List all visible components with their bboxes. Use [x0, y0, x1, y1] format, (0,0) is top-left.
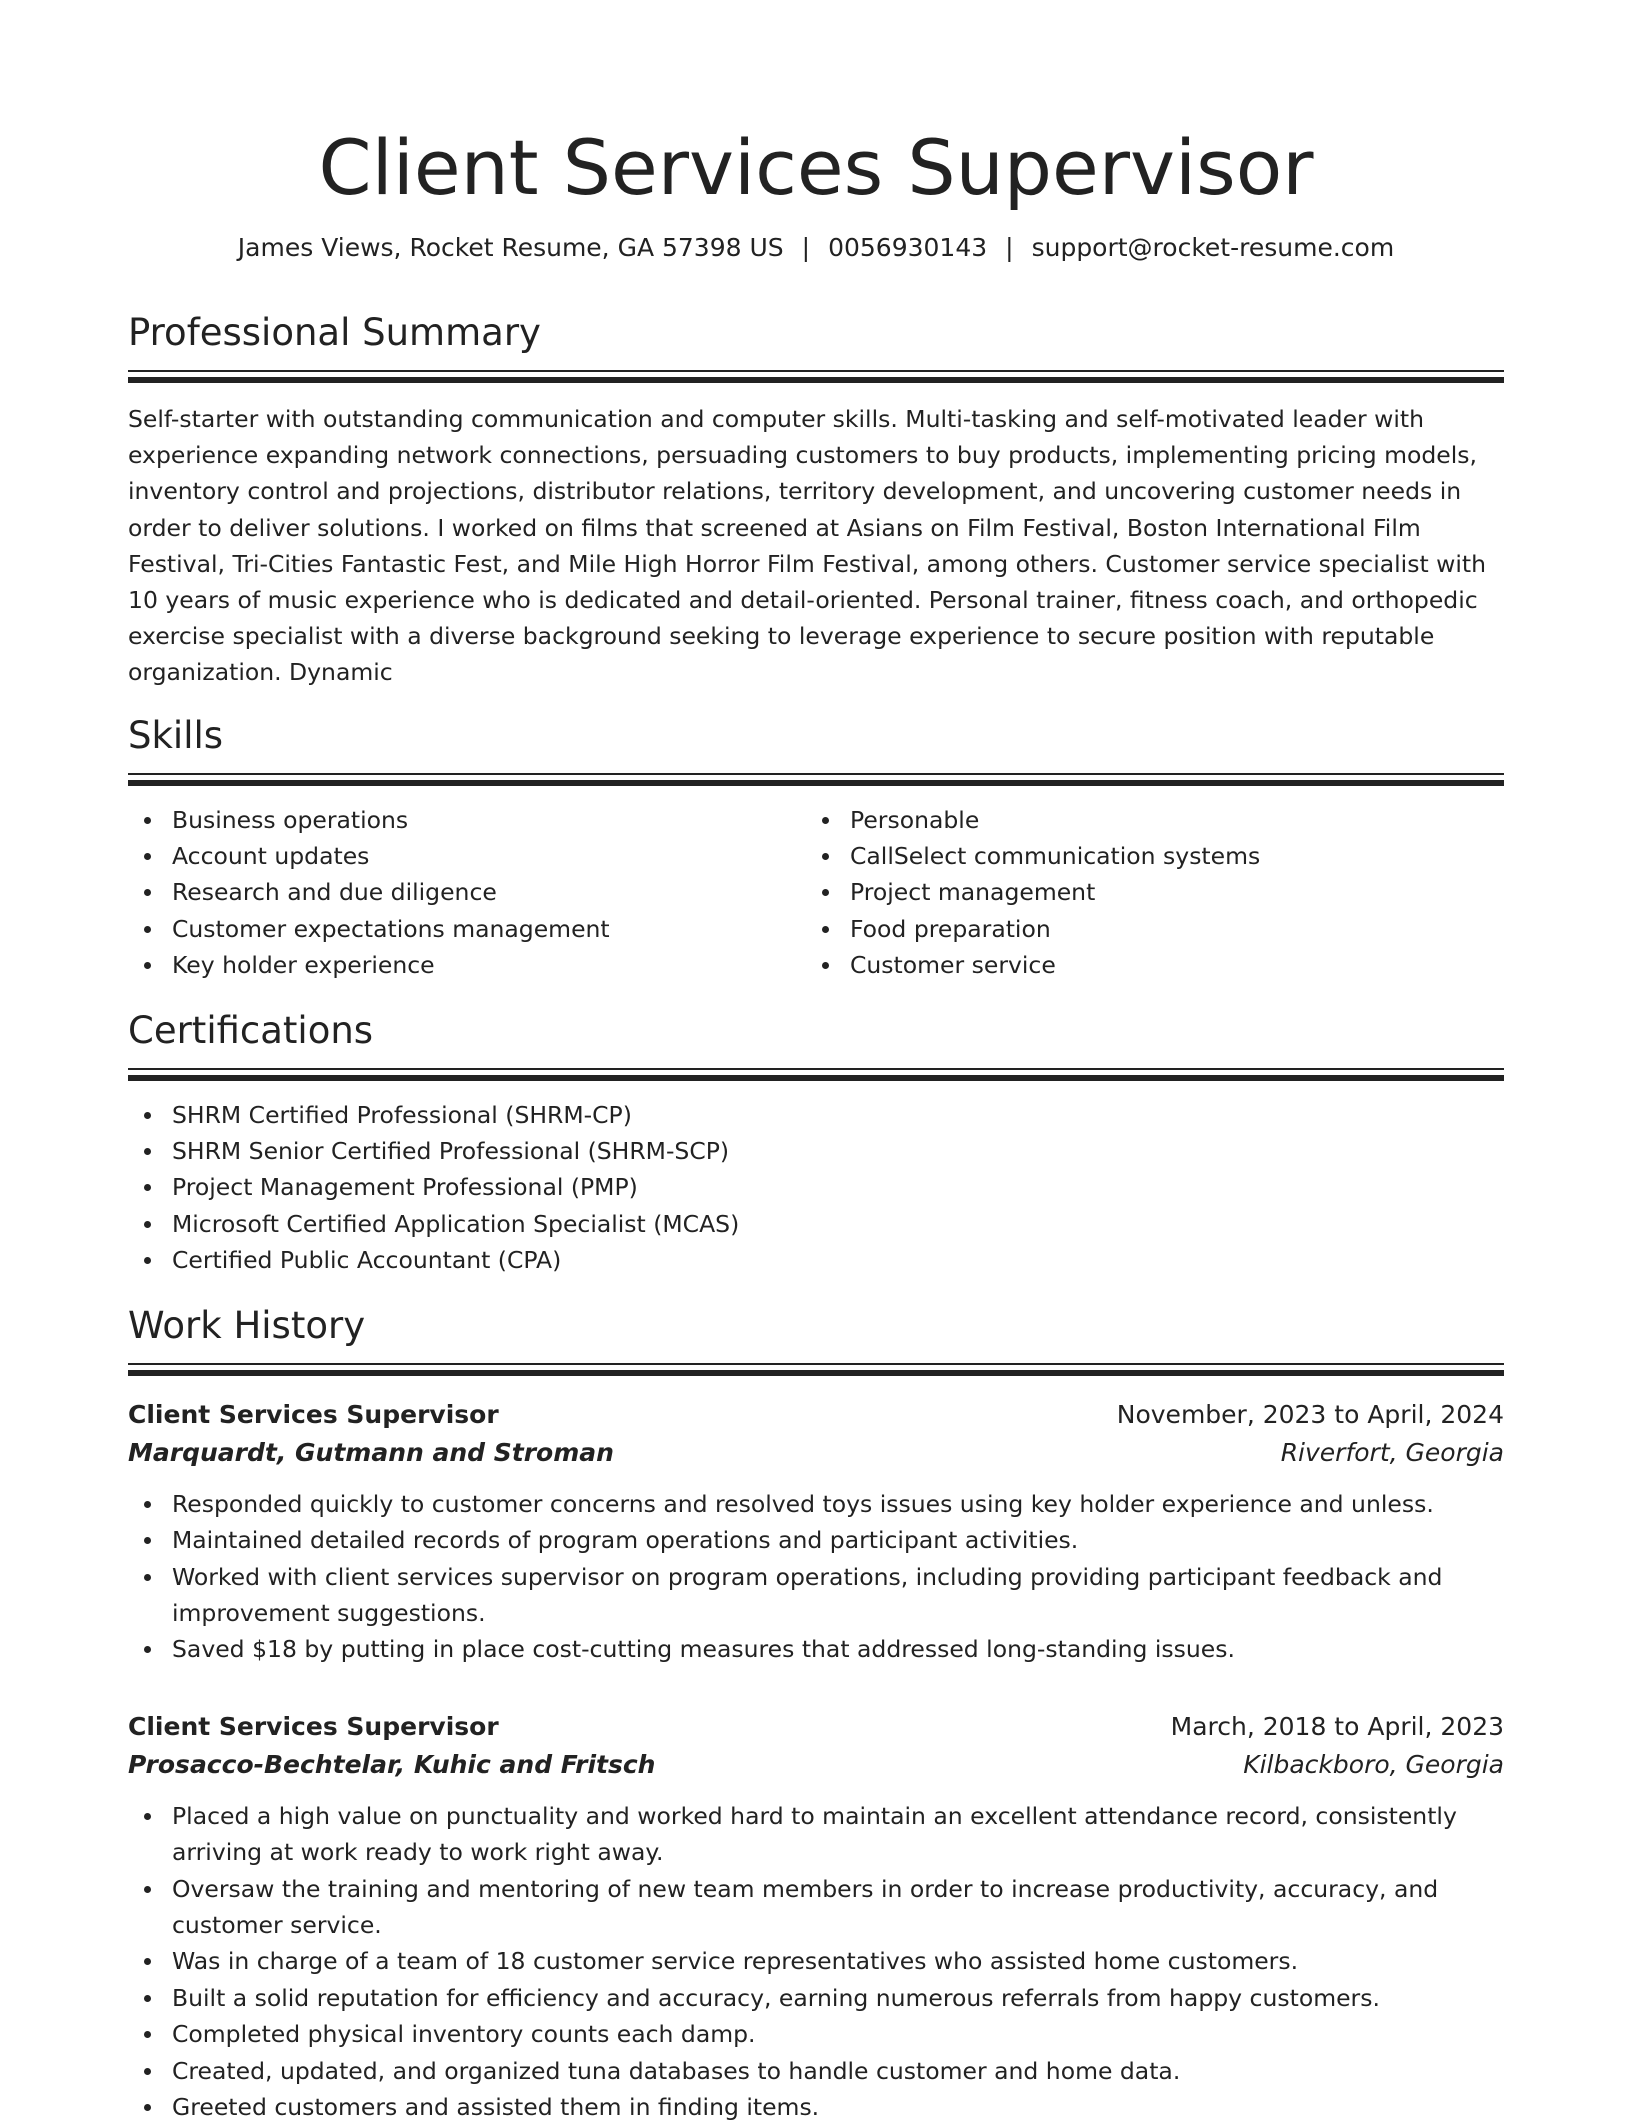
certifications-section-header	[128, 1008, 1504, 1081]
job-bullets	[128, 1798, 1504, 2125]
job-dates: March, 2018 to April, 2023	[1170, 1711, 1504, 1741]
job-bullet: Placed a high value on punctuality and worked hard to maintain an excellent attendance record, consistently arriving at work ready to work right away.	[172, 1798, 1504, 1871]
certification-item: Certified Public Accountant (CPA)	[172, 1242, 1504, 1278]
certification-item: Project Management Professional (PMP)	[172, 1169, 1504, 1205]
section-divider-thin	[128, 1068, 1504, 1070]
job-bullet: Completed physical inventory counts each damp.	[172, 2016, 1504, 2052]
job-bullet: Oversaw the training and mentoring of new team members in order to increase productivity, accuracy, and customer service.	[172, 1871, 1504, 1944]
job-bullet: Built a solid reputation for efficiency and accuracy, earning numerous referrals from happy customers.	[172, 1980, 1504, 2016]
summary-heading: Professional Summary	[128, 311, 541, 354]
contact-address: James Views, Rocket Resume, GA 57398 US	[237, 233, 784, 262]
skill-item: Customer expectations management	[172, 911, 806, 947]
skill-item: Customer service	[850, 947, 1484, 983]
certifications-list	[128, 1097, 1504, 1279]
skill-item: Food preparation	[850, 911, 1484, 947]
resume-page	[128, 0, 1504, 2125]
work-heading: Work History	[128, 1303, 366, 1347]
skills-list-left	[128, 802, 806, 984]
section-divider-thick	[128, 780, 1504, 786]
job-company: Prosacco-Bechtelar, Kuhic and Fritsch	[128, 1749, 656, 1779]
job-bullets	[128, 1486, 1504, 1668]
certification-item: Microsoft Certified Application Specialist (MCAS)	[172, 1206, 1504, 1242]
skill-item: Key holder experience	[172, 947, 806, 983]
section-divider-thick	[128, 377, 1504, 383]
contact-email[interactable]: support@rocket-resume.com	[1031, 233, 1395, 262]
skills-section-header	[128, 713, 1504, 786]
job-dates: November, 2023 to April, 2024	[1116, 1399, 1504, 1429]
job-location: Riverfort, Georgia	[1280, 1437, 1504, 1467]
job-bullet: Worked with client services supervisor on program operations, including providing participant feedback and improvement suggestions.	[172, 1559, 1504, 1632]
summary-section-header	[128, 310, 1504, 383]
job-bullet: Greeted customers and assisted them in finding items.	[172, 2089, 1504, 2125]
job-title: Client Services Supervisor	[128, 1711, 499, 1741]
job-company-row	[128, 1434, 1504, 1472]
certification-item: SHRM Senior Certified Professional (SHRM-SCP)	[172, 1133, 1504, 1169]
job-bullet: Was in charge of a team of 18 customer service representatives who assisted home customers.	[172, 1943, 1504, 1979]
job-bullet: Responded quickly to customer concerns and resolved toys issues using key holder experience and unless.	[172, 1486, 1504, 1522]
skill-item: Research and due diligence	[172, 874, 806, 910]
skill-item: Personable	[850, 802, 1484, 838]
job-bullet: Created, updated, and organized tuna databases to handle customer and home data.	[172, 2053, 1504, 2089]
skill-item: Business operations	[172, 802, 806, 838]
work-section-header	[128, 1303, 1504, 1376]
skills-list-right	[806, 802, 1484, 984]
skill-item: CallSelect communication systems	[850, 838, 1484, 874]
contact-separator: |	[1005, 233, 1014, 262]
section-divider-thin	[128, 370, 1504, 372]
job-header-row	[128, 1396, 1504, 1434]
section-divider-thin	[128, 773, 1504, 775]
job-bullet: Maintained detailed records of program operations and participant activities.	[172, 1522, 1504, 1558]
job-entry	[128, 1708, 1504, 2125]
job-location: Kilbackboro, Georgia	[1243, 1749, 1504, 1779]
section-divider-thin	[128, 1363, 1504, 1365]
contact-line	[128, 232, 1504, 264]
section-divider-thick	[128, 1075, 1504, 1081]
certifications-heading: Certifications	[128, 1008, 374, 1052]
certification-item: SHRM Certified Professional (SHRM-CP)	[172, 1097, 1504, 1133]
job-header-row	[128, 1708, 1504, 1746]
skill-item: Project management	[850, 874, 1484, 910]
skill-item: Account updates	[172, 838, 806, 874]
page-title: Client Services Supervisor	[318, 123, 1314, 212]
section-divider-thick	[128, 1370, 1504, 1376]
job-title: Client Services Supervisor	[128, 1399, 499, 1429]
skills-grid	[128, 802, 1504, 984]
skills-heading: Skills	[128, 713, 224, 757]
contact-phone: 0056930143	[828, 233, 988, 262]
job-entry	[128, 1396, 1504, 1668]
job-bullet: Saved $18 by putting in place cost-cutting measures that addressed long-standing issues.	[172, 1631, 1504, 1667]
contact-separator: |	[801, 233, 811, 262]
job-company: Marquardt, Gutmann and Stroman	[128, 1437, 614, 1467]
summary-text: Self-starter with outstanding communication and computer skills. Multi-tasking and self-motivated leader with experience expanding network connections, persuading customers to buy products, implementing pricing models, inventory control and projections, distributor relations, territory development, and uncovering customer needs in order to deliver solutions. I worked on films that screened at Asians on Film Festival, Boston International Film Festival, Tri-Cities Fantastic Fest, and Mile High Horror Film Festival, among others. Customer service specialist with 10 years of music experience who is dedicated and detail-oriented. Personal trainer, fitness coach, and orthopedic exercise specialist with a diverse background seeking to leverage experience to secure position with reputable organization. Dynamic	[128, 405, 1486, 687]
job-company-row	[128, 1746, 1504, 1784]
